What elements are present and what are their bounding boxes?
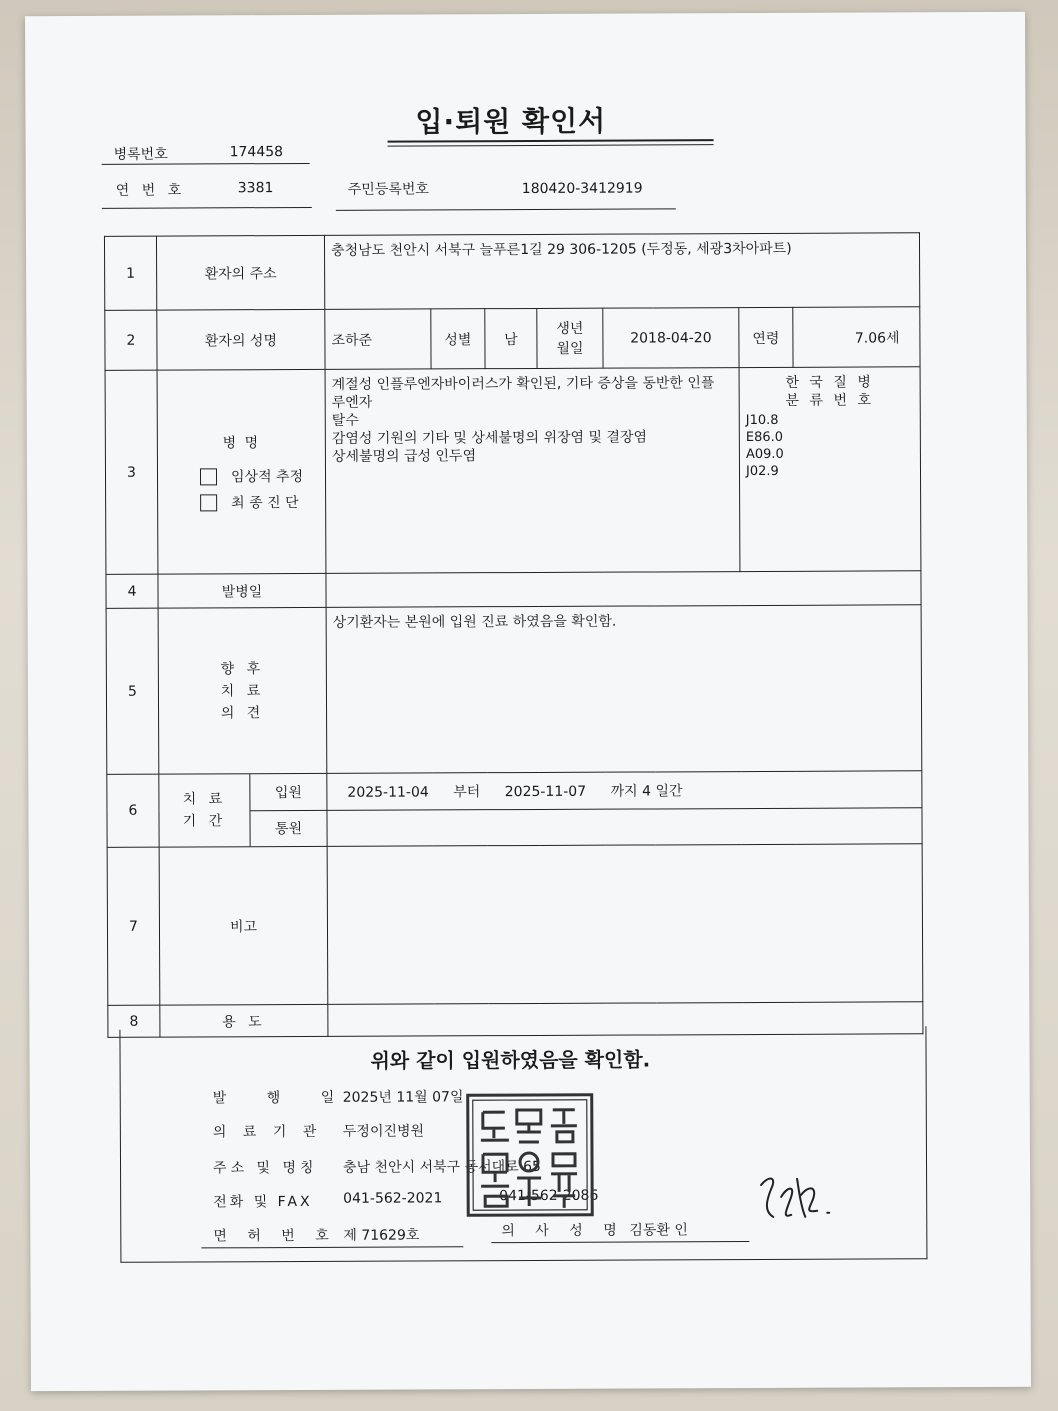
row-number: 5 — [106, 608, 159, 774]
final-diagnosis-checkbox[interactable] — [200, 494, 217, 511]
record-no-value: 174458 — [229, 144, 284, 161]
row-diagnosis — [105, 367, 921, 575]
sex-value: 남 — [485, 308, 537, 368]
remarks-value[interactable] — [327, 844, 923, 1005]
period-label-line2: 기 간 — [182, 813, 227, 830]
clinical-estimate-label: 임상적 추정 — [230, 468, 304, 485]
rrn-underline — [336, 208, 676, 210]
kcd-label-line2: 분 류 번 호 — [785, 392, 875, 409]
license-label: 면 허 번 호 — [213, 1227, 337, 1245]
opinion-label — [158, 607, 327, 774]
purpose-label: 용 도 — [160, 1004, 328, 1037]
row-treatment-period-inpatient — [107, 771, 922, 811]
period-to-word: 까지 4 일간 — [610, 783, 683, 800]
certification-footer — [119, 1026, 927, 1263]
opinion-label-line2: 치 료 — [220, 682, 265, 699]
kcd-code-3: A09.0 — [745, 446, 784, 463]
row-number: 6 — [107, 774, 159, 847]
institution-label: 의 료 기 관 — [212, 1123, 323, 1141]
row-patient-name — [105, 307, 920, 371]
record-no-label: 병록번호 — [113, 146, 168, 163]
doctor-name: 김동환 인 — [629, 1222, 688, 1239]
rrn-label: 주민등록번호 — [347, 181, 429, 198]
confirmation-statement: 위와 같이 입원하였음을 확인함. — [370, 1047, 651, 1073]
address-name-label: 주소 및 명칭 — [212, 1159, 318, 1177]
phone-number: 041-562-2021 — [343, 1190, 443, 1207]
serial-underline — [102, 207, 312, 209]
onset-value[interactable] — [326, 571, 921, 608]
serial-value: 3381 — [237, 180, 274, 197]
row-address — [104, 233, 919, 311]
age-label: 연령 — [739, 307, 793, 367]
period-type-column — [250, 774, 326, 846]
opinion-text: 상기환자는 본원에 입원 진료 하였음을 확인함. — [326, 605, 922, 774]
opinion-label-line3: 의 견 — [220, 704, 265, 721]
address-label: 환자의 주소 — [156, 235, 324, 310]
outpatient-label: 통원 — [274, 821, 303, 838]
clinical-estimate-checkbox[interactable] — [200, 468, 217, 485]
doctor-signature — [751, 1167, 841, 1227]
row-number: 3 — [105, 370, 158, 574]
opinion-label-line1: 향 후 — [220, 660, 265, 677]
page-title: 입·퇴원 확인서 — [415, 104, 607, 139]
diagnosis-label-cell — [157, 369, 326, 574]
license-number: 제 71629호 — [343, 1227, 420, 1244]
dob-label — [537, 308, 603, 368]
serial-label: 연 번 호 — [115, 182, 186, 199]
remarks-label: 비고 — [159, 846, 328, 1005]
diagnosis-2: 탈수 — [331, 412, 359, 429]
kcd-code-cell — [739, 367, 921, 572]
institution-name: 두정이진병원 — [342, 1123, 425, 1140]
kcd-code-4: J02.9 — [745, 463, 779, 480]
diagnosis-1-cont: 루엔자 — [331, 394, 373, 411]
clinical-estimate-option[interactable] — [200, 465, 325, 486]
sex-label: 성별 — [431, 309, 485, 369]
rrn-value: 180420-3412919 — [521, 180, 643, 198]
diagnosis-label: 병 명 — [222, 434, 261, 451]
inpatient-period — [327, 771, 922, 810]
title-underline-thin — [388, 144, 714, 146]
name-label: 환자의 성명 — [157, 309, 325, 370]
address-value: 충청남도 천안시 서북구 늘푸른1길 29 306-1205 (두정동, 세광3차아파트) — [324, 233, 919, 310]
kcd-label-line1: 한 국 질 병 — [785, 374, 874, 391]
title-underline — [388, 139, 714, 142]
doctor-label: 의 사 성 명 — [501, 1222, 625, 1240]
diagnosis-3: 감염성 기원의 기타 및 상세불명의 위장염 및 결장염 — [331, 429, 648, 447]
final-diagnosis-option[interactable] — [200, 491, 325, 512]
outpatient-period[interactable] — [327, 807, 922, 846]
dob-label-line1: 생년 — [556, 320, 584, 337]
age-value: 7.06세 — [793, 307, 920, 368]
kcd-code-2: E86.0 — [745, 429, 784, 446]
period-label-line1: 치 료 — [182, 791, 227, 808]
admission-form-table — [104, 232, 924, 1038]
patient-name: 조하준 — [325, 309, 431, 369]
inpatient-label: 입원 — [250, 774, 326, 811]
diagnosis-list — [325, 368, 740, 574]
row-number: 8 — [108, 1005, 160, 1037]
period-label-main — [159, 774, 250, 846]
doctor-underline — [491, 1241, 749, 1243]
period-from-word: 부터 — [453, 783, 481, 801]
issue-date-label: 발 행 일 — [212, 1089, 353, 1107]
dob-label-line2: 월일 — [556, 340, 584, 357]
kcd-code-1: J10.8 — [745, 412, 779, 429]
row-number: 4 — [106, 574, 158, 608]
onset-label: 발병일 — [158, 573, 326, 608]
row-treatment-opinion — [106, 605, 922, 775]
dob-value: 2018-04-20 — [603, 308, 739, 369]
period-label — [159, 773, 327, 847]
final-diagnosis-label: 최 종 진 단 — [231, 494, 299, 511]
period-from: 2025-11-04 — [347, 784, 429, 801]
row-number: 7 — [107, 847, 160, 1005]
record-no-underline — [102, 163, 310, 165]
document-sheet — [25, 12, 1031, 1391]
row-number: 1 — [104, 236, 156, 310]
issue-date: 2025년 11월 07일 — [342, 1089, 464, 1106]
institution-address: 충남 천안시 서북구 동서대로 65 — [342, 1158, 541, 1176]
row-number: 2 — [105, 310, 157, 370]
phone-fax-label: 전화 및 FAX — [213, 1193, 313, 1211]
diagnosis-1: 계절성 인플루엔자바이러스가 확인된, 기타 증상을 동반한 인플 — [331, 375, 715, 393]
period-to: 2025-11-07 — [504, 783, 587, 800]
row-onset-date — [106, 571, 921, 609]
row-remarks — [107, 844, 923, 1006]
license-underline — [201, 1246, 463, 1248]
fax-number: 041-562-2086 — [499, 1187, 599, 1205]
diagnosis-4: 상세불명의 급성 인두염 — [331, 448, 477, 465]
hospital-seal-stamp — [465, 1092, 599, 1219]
